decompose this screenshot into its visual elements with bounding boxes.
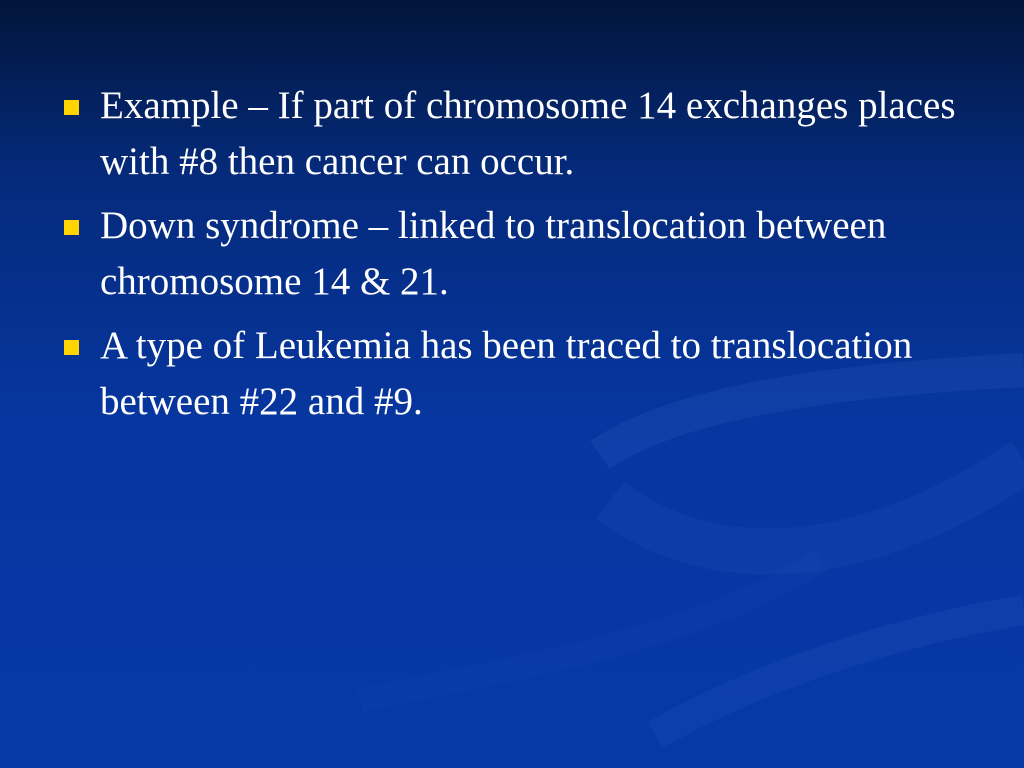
bullet-text: Example – If part of chromosome 14 exchanges places with #8 then cancer can occur. — [100, 84, 956, 183]
bullet-list — [62, 78, 982, 438]
bullet-item — [62, 198, 982, 310]
yellow-square-icon — [64, 340, 79, 355]
yellow-square-icon — [64, 220, 79, 235]
bullet-item — [62, 318, 982, 430]
bullet-item — [62, 78, 982, 190]
bullet-text: Down syndrome – linked to translocation between chromosome 14 & 21. — [100, 204, 887, 303]
bullet-text: A type of Leukemia has been traced to translocation between #22 and #9. — [100, 324, 913, 423]
yellow-square-icon — [64, 100, 79, 115]
